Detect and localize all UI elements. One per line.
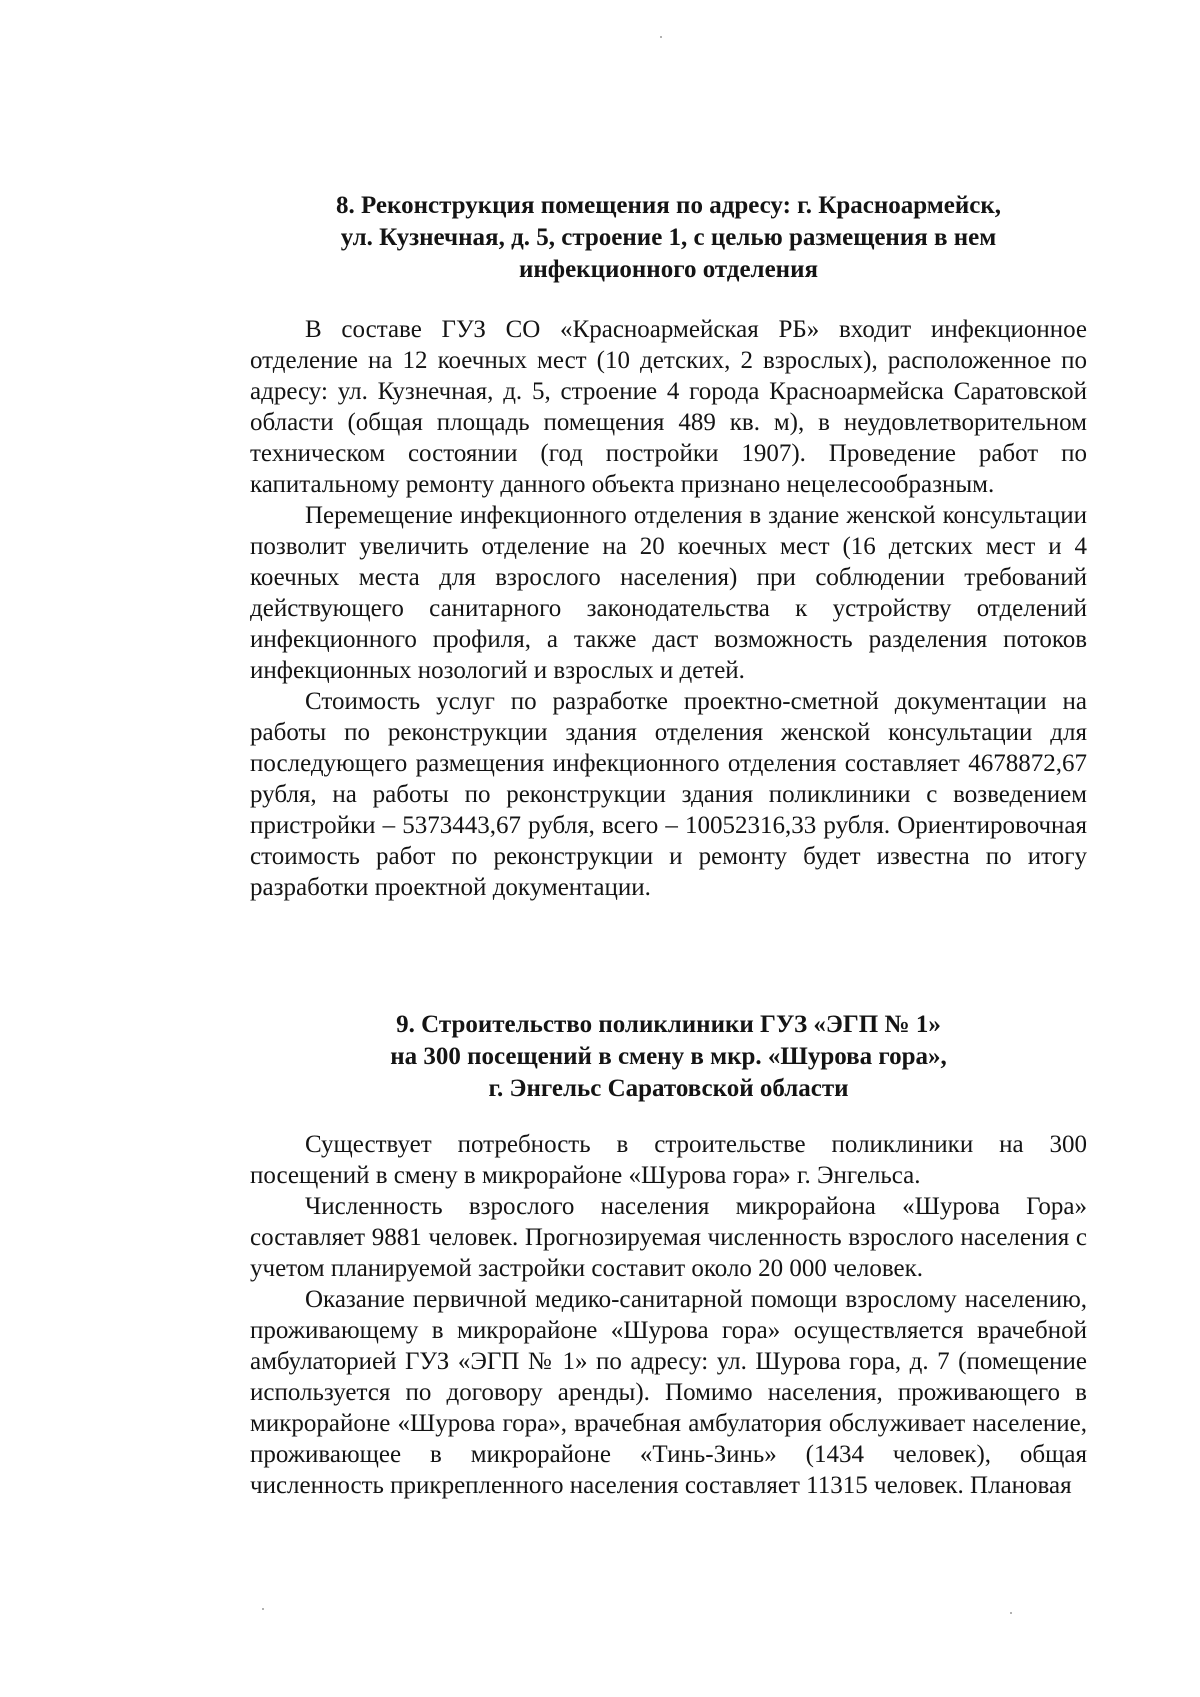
section-8-body: [250, 314, 1087, 903]
paragraph: Существует потребность в строительстве поликлиники на 300 посещений в смену в микрорайоне «Шурова гора» г. Энгельса.: [250, 1131, 1087, 1189]
heading-line: 9. Строительство поликлиники ГУЗ «ЭГП № 1»: [396, 1011, 941, 1038]
heading-line: инфекционного отделения: [518, 256, 819, 283]
heading-line: на 300 посещений в смену в мкр. «Шурова гора»,: [390, 1043, 947, 1070]
paragraph: Численность взрослого населения микрорайона «Шурова Гора» составляет 9881 человек. Прогнозируемая численность взрослого населения с учетом планируемой застройки составит около 20 000 человек.: [250, 1193, 1087, 1282]
paragraph: Стоимость услуг по разработке проектно-сметной документации на работы по реконструкции здания отделения женской консультации для последующего размещения инфекционного отделения составляет 4678872,67 рубля, на работы по реконструкции здания поликлиники с возведением пристройки – 5373443,67 рубля, всего – 10052316,33 рубля. Ориентировочная стоимость работ по реконструкции и ремонту будет известна по итогу разработки проектной документации.: [250, 688, 1087, 901]
paragraph: Перемещение инфекционного отделения в здание женской консультации позволит увеличить отделение на 20 коечных мест (16 детских мест и 4 коечных места для взрослого населения) при соблюдении требований действующего санитарного законодательства к устройству отделений инфекционного профиля, а также даст возможность разделения потоков инфекционных нозологий и взрослых и детей.: [250, 502, 1087, 684]
section-9-body: [250, 1129, 1087, 1501]
section-9-heading: [250, 1009, 1087, 1105]
scan-speck: [262, 1608, 264, 1610]
paragraph: Оказание первичной медико-санитарной помощи взрослому населению, проживающему в микрорайоне «Шурова гора» осуществляется врачебной амбулаторией ГУЗ «ЭГП № 1» по адресу: ул. Шурова гора, д. 7 (помещение используется по договору аренды). Помимо населения, проживающего в микрорайоне «Шурова гора», врачебная амбулатория обслуживает население, проживающее в микрорайоне «Тинь-Зинь» (1434 человек), общая численность прикрепленного населения составляет 11315 человек. Плановая: [250, 1286, 1087, 1499]
heading-line: ул. Кузнечная, д. 5, строение 1, с целью размещения в нем: [340, 224, 997, 251]
heading-line: г. Энгельс Саратовской области: [488, 1075, 849, 1102]
heading-line: 8. Реконструкция помещения по адресу: г. Красноармейск,: [335, 192, 1002, 219]
paragraph: В составе ГУЗ СО «Красноармейская РБ» входит инфекционное отделение на 12 коечных мест (10 детских, 2 взрослых), расположенное по адресу: ул. Кузнечная, д. 5, строение 4 города Красноармейска Саратовской области (общая площадь помещения 489 кв. м), в неудовлетворительном техническом состоянии (год постройки 1907). Проведение работ по капитальному ремонту данного объекта признано нецелесообразным.: [250, 316, 1087, 498]
section-8-heading: [250, 190, 1087, 286]
scan-speck: [1010, 1612, 1012, 1614]
scan-speck: [660, 36, 662, 38]
